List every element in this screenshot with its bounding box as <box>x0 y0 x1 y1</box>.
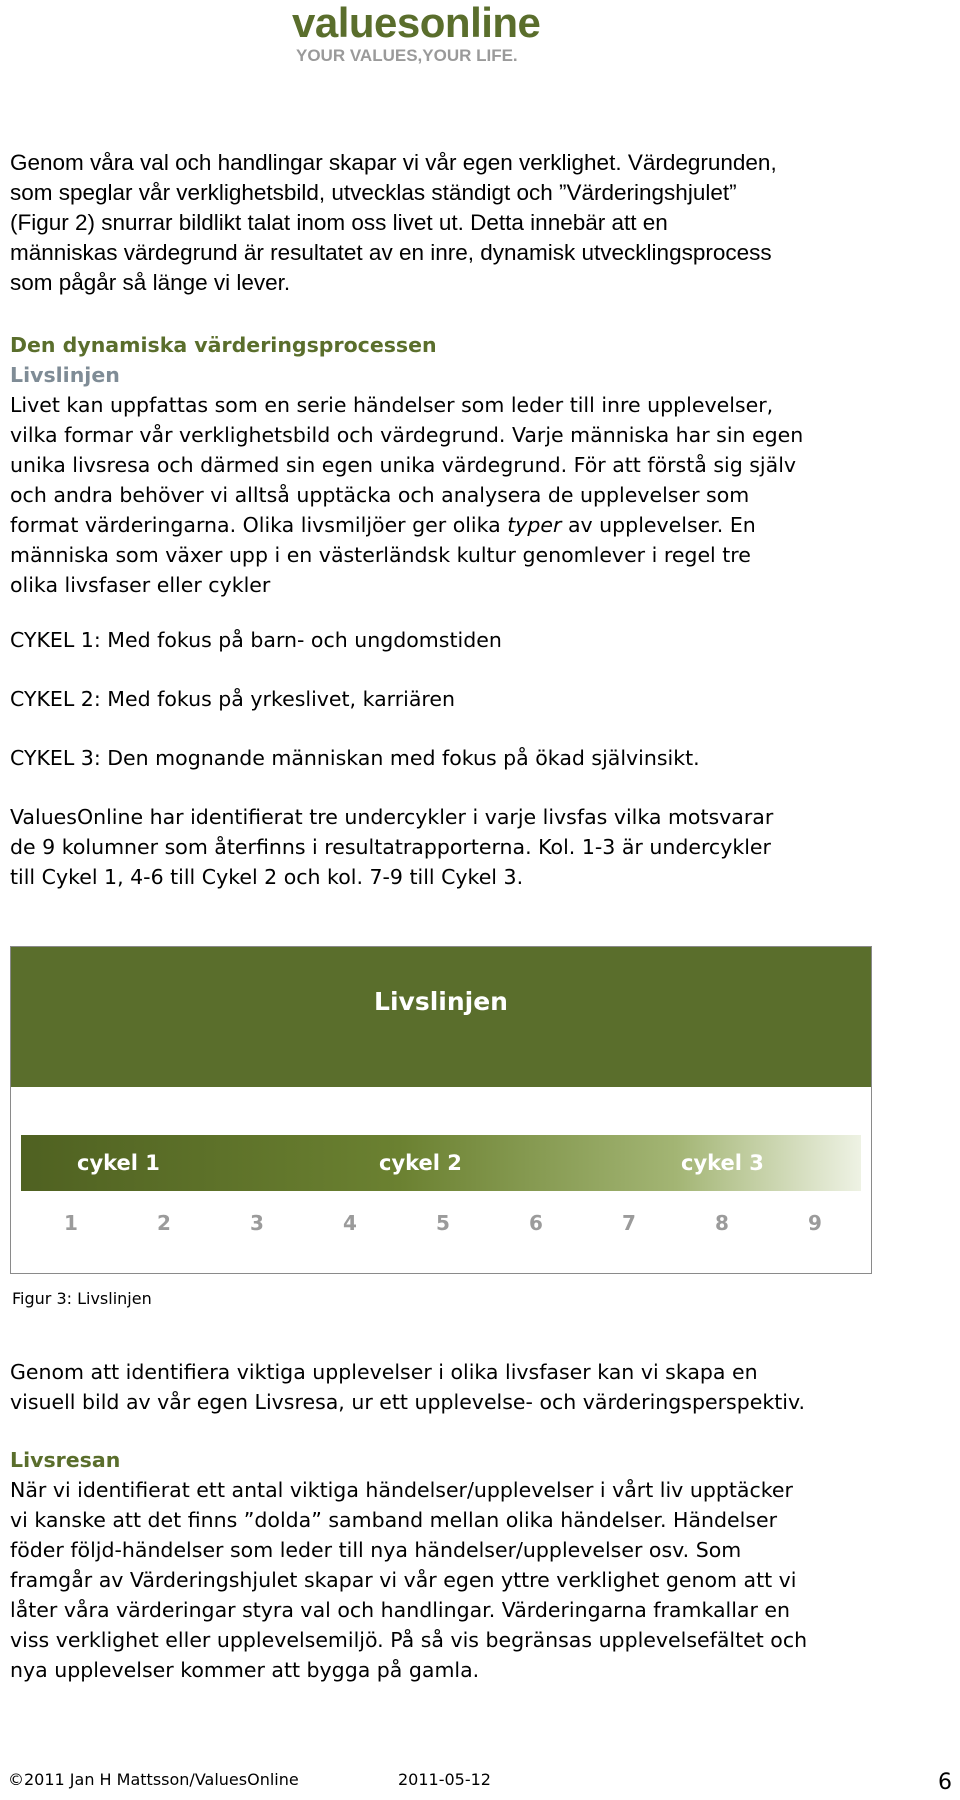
figure-column-number: 2 <box>157 1211 171 1235</box>
figure-caption: Figur 3: Livslinjen <box>12 1289 152 1308</box>
body-text: av upplevelser. En <box>561 513 756 537</box>
body-line: olika livsfaser eller cykler <box>10 573 271 597</box>
body-line: Genom att identifiera viktiga upplevelser i olika livsfaser kan vi skapa en <box>10 1360 758 1384</box>
body-line: unika livsresa och därmed sin egen unika värdegrund. För att förstå sig själv <box>10 453 797 477</box>
footer-copyright: ©2011 Jan H Mattsson/ValuesOnline <box>8 1770 299 1789</box>
section-livsresan <box>10 1445 930 1685</box>
body-line: och andra behöver vi alltså upptäcka och analysera de upplevelser som <box>10 483 750 507</box>
footer-date: 2011-05-12 <box>398 1770 491 1789</box>
undercycles-paragraph <box>10 802 930 892</box>
section-subheading: Livslinjen <box>10 363 120 387</box>
figure-cycle-label: cykel 1 <box>77 1151 160 1175</box>
after-figure-paragraph <box>10 1357 930 1417</box>
body-line <box>10 510 930 540</box>
body-line: vilka formar vår verklighetsbild och värdegrund. Varje människa har sin egen <box>10 423 804 447</box>
logo-tagline: YOUR VALUES,YOUR LIFE. <box>296 46 518 65</box>
body-line: människa som växer upp i en västerländsk kultur genomlever i regel tre <box>10 543 751 567</box>
body-line: Livet kan uppfattas som en serie händelser som leder till inre upplevelser, <box>10 393 774 417</box>
body-line: till Cykel 1, 4-6 till Cykel 2 och kol. 7-9 till Cykel 3. <box>10 865 524 889</box>
logo <box>292 0 592 66</box>
cycle-2-line: CYKEL 2: Med fokus på yrkeslivet, karriären <box>10 687 455 711</box>
figure-column-number: 8 <box>715 1211 729 1235</box>
figure-column-number: 3 <box>250 1211 264 1235</box>
body-line: ValuesOnline har identifierat tre undercykler i varje livsfas vilka motsvarar <box>10 805 774 829</box>
figure-cycle-label: cykel 3 <box>681 1151 764 1175</box>
intro-line: som speglar vår verklighetsbild, utvecklas ständigt och ”Värderingshjulet” <box>10 180 737 205</box>
body-line: När vi identifierat ett antal viktiga händelser/upplevelser i vårt liv upptäcker <box>10 1478 793 1502</box>
figure-column-number: 7 <box>622 1211 636 1235</box>
body-line: de 9 kolumner som återfinns i resultatrapporterna. Kol. 1-3 är undercykler <box>10 835 771 859</box>
intro-line: människas värdegrund är resultatet av en inre, dynamisk utvecklingsprocess <box>10 240 772 265</box>
section-livslinjen <box>10 330 930 600</box>
figure-column-number: 9 <box>808 1211 822 1235</box>
figure-cycle-label: cykel 2 <box>379 1151 462 1175</box>
figure-title: Livslinjen <box>374 987 508 1016</box>
intro-paragraph <box>10 148 930 298</box>
logo-title: valuesonline <box>292 0 541 46</box>
figure-column-number: 6 <box>529 1211 543 1235</box>
body-line: viss verklighet eller upplevelsemiljö. På så vis begränsas upplevelsefältet och <box>10 1628 808 1652</box>
livslinjen-figure <box>10 946 872 1274</box>
body-line: framgår av Värderingshjulet skapar vi vår egen yttre verklighet genom att vi <box>10 1568 797 1592</box>
body-line: föder följd-händelser som leder till nya händelser/upplevelser osv. Som <box>10 1538 742 1562</box>
body-line: nya upplevelser kommer att bygga på gamla. <box>10 1658 480 1682</box>
page-number: 6 <box>938 1770 952 1795</box>
section-heading: Livsresan <box>10 1448 121 1472</box>
figure-column-number: 1 <box>64 1211 78 1235</box>
figure-header <box>11 947 871 1087</box>
section-heading: Den dynamiska värderingsprocessen <box>10 333 437 357</box>
intro-line: Genom våra val och handlingar skapar vi vår egen verklighet. Värdegrunden, <box>10 150 777 175</box>
figure-column-number: 5 <box>436 1211 450 1235</box>
cycle-3-line: CYKEL 3: Den mognande människan med fokus på ökad självinsikt. <box>10 746 700 770</box>
body-line: låter våra värderingar styra val och handlingar. Värderingarna framkallar en <box>10 1598 791 1622</box>
body-line: visuell bild av vår egen Livsresa, ur ett upplevelse- och värderingsperspektiv. <box>10 1390 805 1414</box>
body-line: vi kanske att det finns ”dolda” samband mellan olika händelser. Händelser <box>10 1508 777 1532</box>
intro-line: som pågår så länge vi lever. <box>10 270 291 295</box>
body-text: format värderingarna. Olika livsmiljöer ger olika <box>10 513 508 537</box>
intro-line: (Figur 2) snurrar bildlikt talat inom oss livet ut. Detta innebär att en <box>10 210 668 235</box>
emphasis-text: typer <box>507 513 562 537</box>
figure-column-number: 4 <box>343 1211 357 1235</box>
cycle-1-line: CYKEL 1: Med fokus på barn- och ungdomstiden <box>10 628 502 652</box>
